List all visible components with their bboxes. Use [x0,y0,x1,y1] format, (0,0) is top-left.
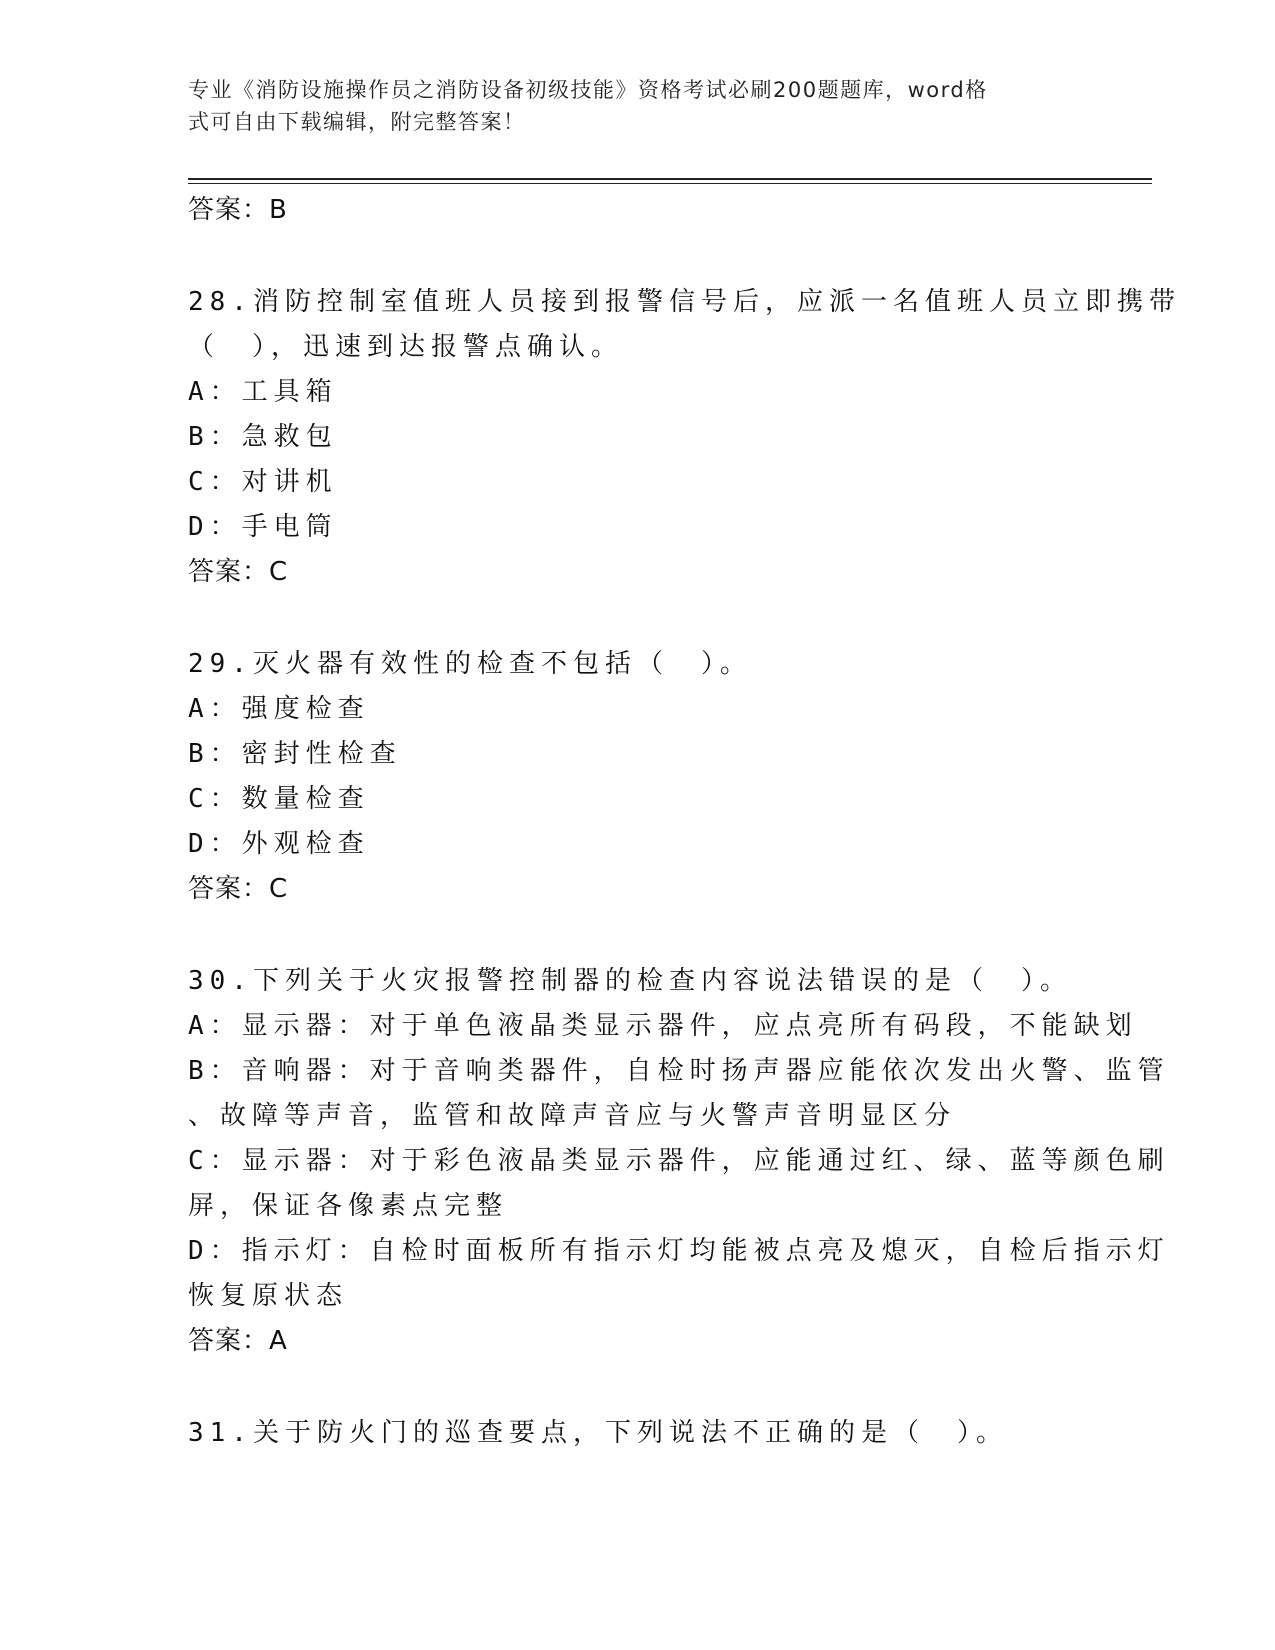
question-29-stem: 29.灭火器有效性的检查不包括（ ）。 [188,649,752,679]
question-30-option-b-line-2: 、故障等声音，监管和故障声音应与火警声音明显区分 [188,1101,957,1131]
answer-27: 答案：B [188,195,288,225]
header-rule-thick [188,178,1152,180]
question-31 [188,1411,1088,1456]
question-29-option-b: B：密封性检查 [188,739,402,769]
question-28-option-d: D：手电筒 [188,512,338,542]
question-29 [188,642,1088,912]
question-28 [188,280,1181,595]
question-30-option-d-line-2: 恢复原状态 [188,1281,349,1311]
question-28-option-b: B：急救包 [188,422,338,452]
question-28-option-a: A：工具箱 [188,377,338,407]
question-28-option-c: C：对讲机 [188,467,338,497]
question-30-answer: 答案：A [188,1326,288,1356]
question-29-option-a: A：强度检查 [188,694,370,724]
question-30-stem: 30.下列关于火灾报警控制器的检查内容说法错误的是（ ）。 [188,966,1072,996]
question-30-option-c-line-2: 屏，保证各像素点完整 [188,1191,509,1221]
header-line-1: 专业《消防设施操作员之消防设备初级技能》资格考试必刷200题题库，word格 [188,78,988,102]
question-29-answer: 答案：C [188,874,289,904]
question-30 [188,959,1170,1364]
document-body [188,188,1181,1456]
question-28-answer: 答案：C [188,557,289,587]
question-28-stem-line-1: 28.消防控制室值班人员接到报警信号后，应派一名值班人员立即携带 [188,287,1181,317]
question-30-option-a: A：显示器：对于单色液晶类显示器件，应点亮所有码段，不能缺划 [188,1011,1138,1041]
header-line-2: 式可自由下载编辑，附完整答案！ [188,110,526,134]
question-29-option-c: C：数量检查 [188,784,370,814]
question-28-stem-line-2: （ ），迅速到达报警点确认。 [188,332,624,362]
question-30-option-c-line-1: C：显示器：对于彩色液晶类显示器件，应能通过红、绿、蓝等颜色刷 [188,1146,1170,1176]
question-31-stem: 31.关于防火门的巡查要点，下列说法不正确的是（ ）。 [188,1418,1008,1448]
header-rule-thin [188,183,1152,184]
question-30-option-b-line-1: B：音响器：对于音响类器件，自检时扬声器应能依次发出火警、监管 [188,1056,1170,1086]
question-29-option-d: D：外观检查 [188,829,370,859]
document-header [188,74,1068,138]
question-30-option-d-line-1: D：指示灯：自检时面板所有指示灯均能被点亮及熄灭，自检后指示灯 [188,1236,1170,1266]
